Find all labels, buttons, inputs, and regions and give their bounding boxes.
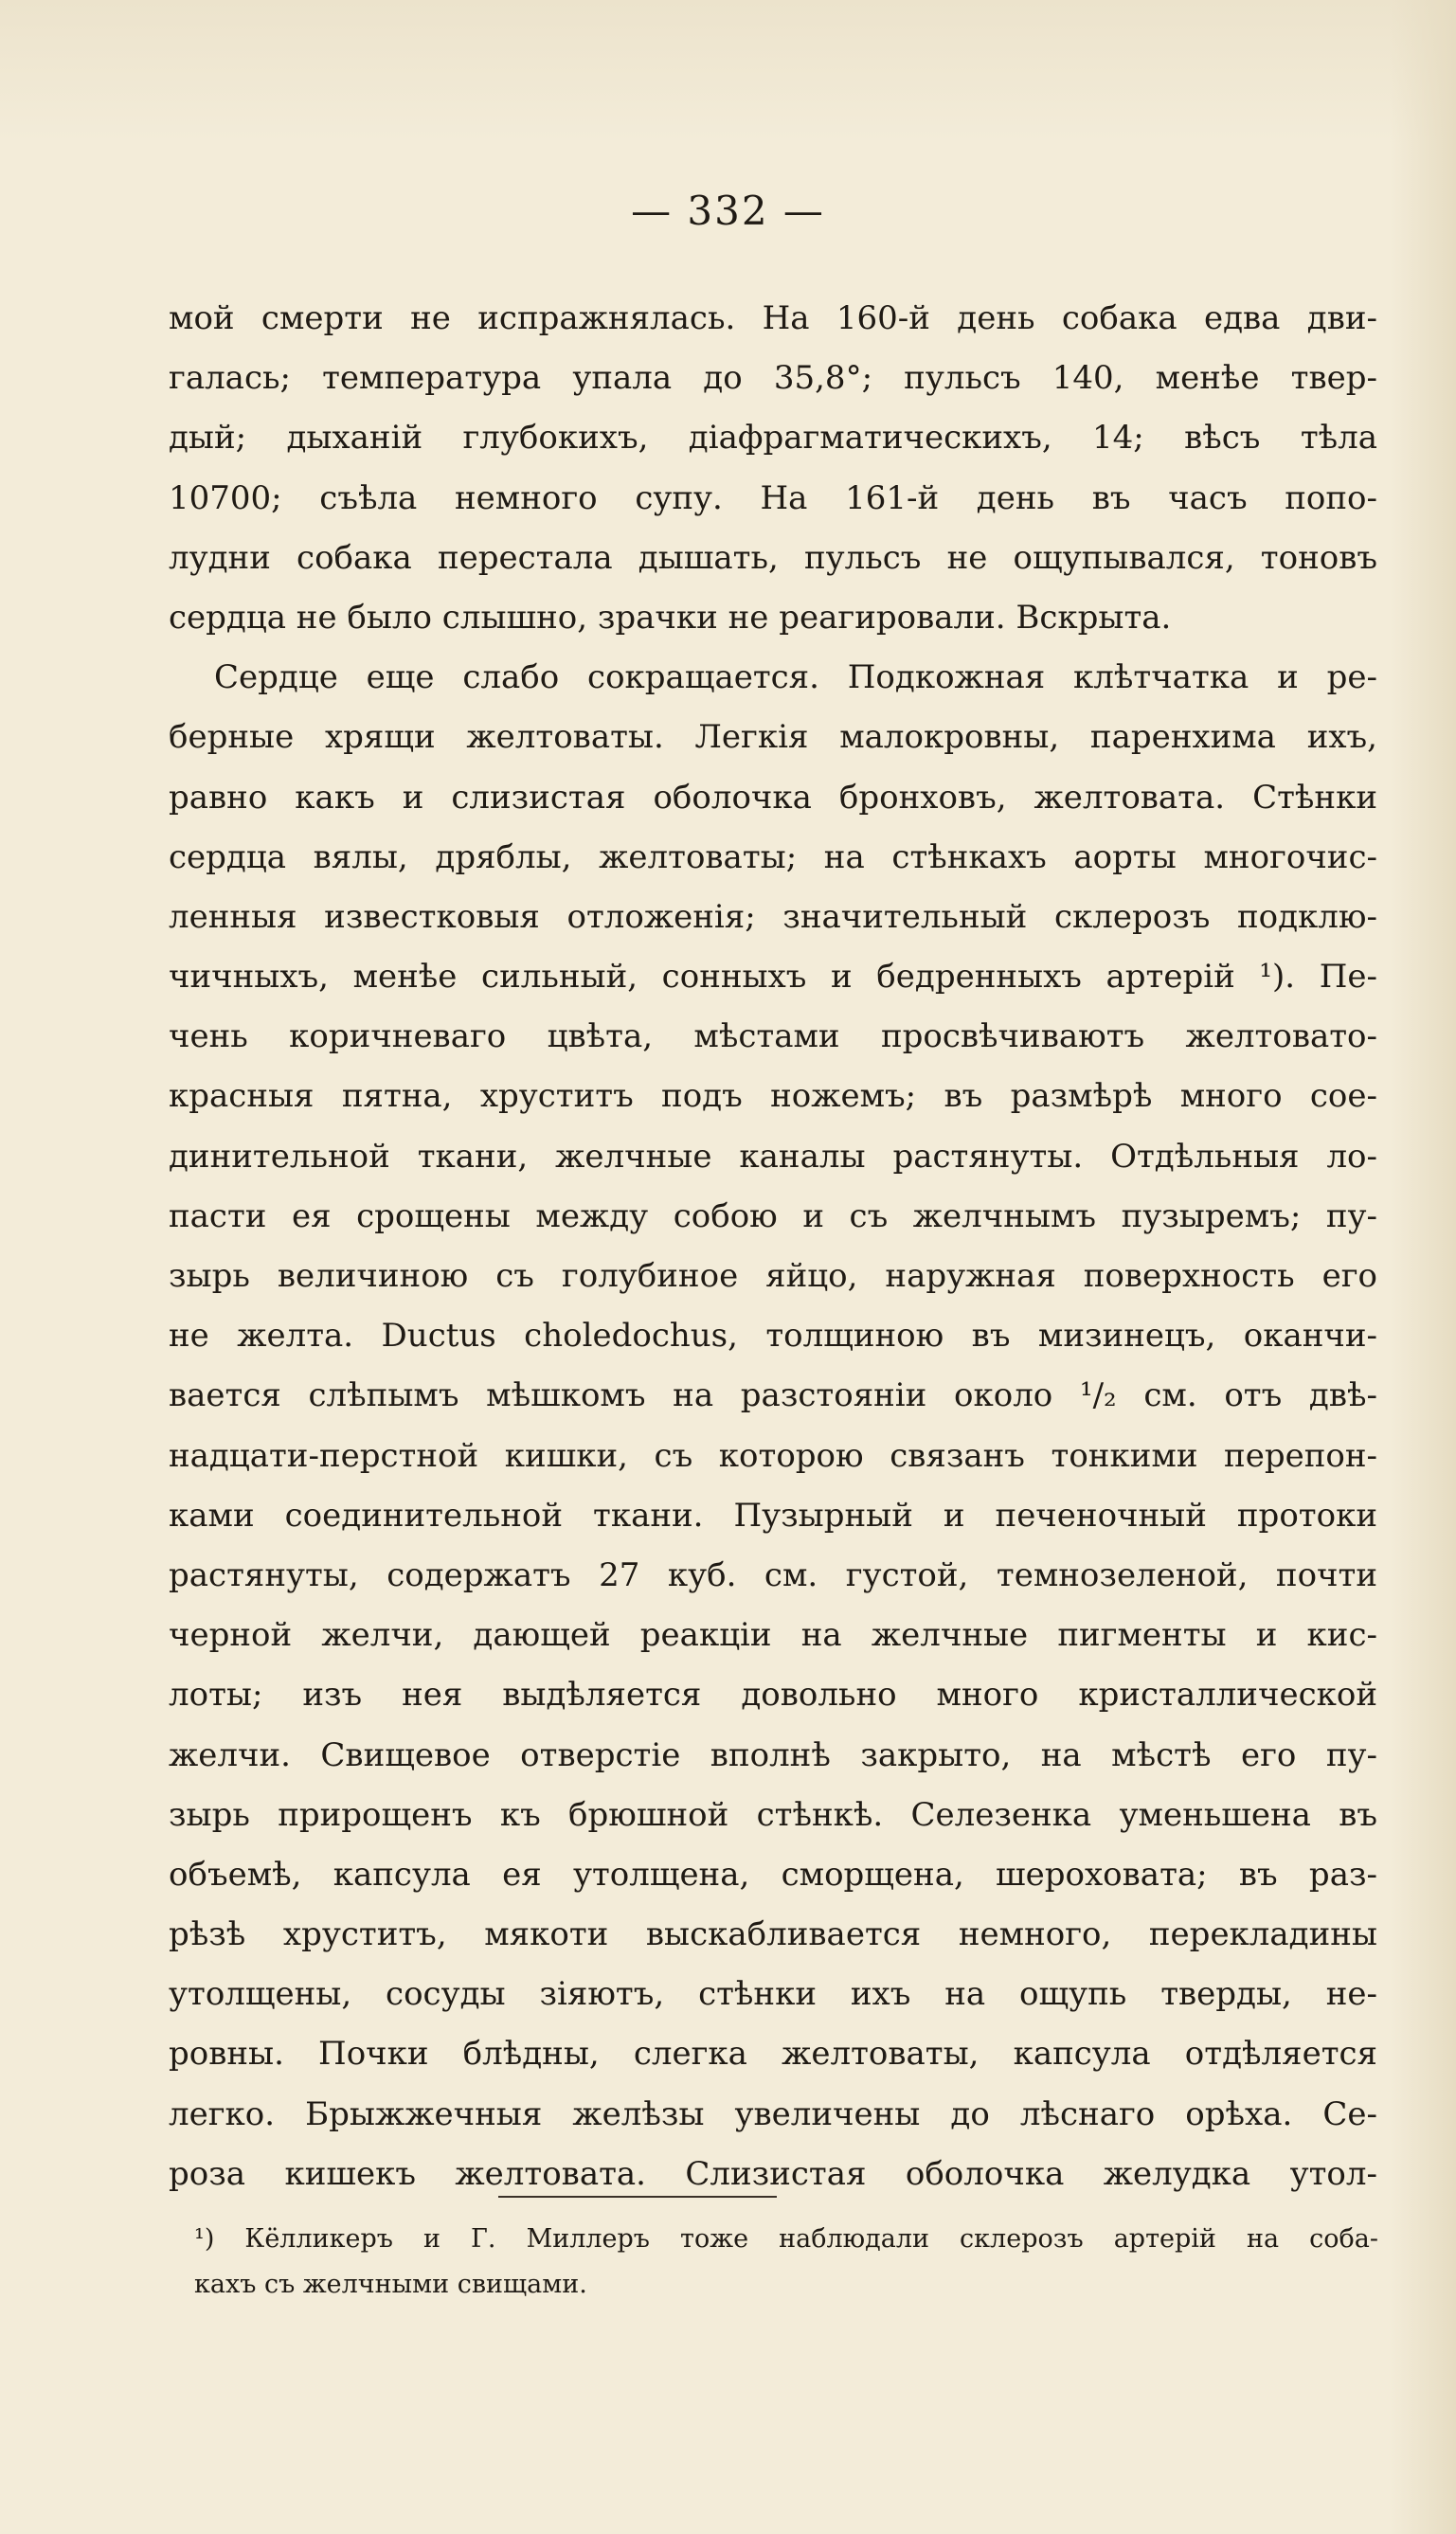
- text-line: объемѣ, капсула ея утолщена, сморщена, шероховата; въ раз-: [169, 1855, 1377, 1894]
- text-line: 10700; съѣла немного супу. На 161-й день въ часъ попо-: [169, 478, 1377, 517]
- text-line: галась; температура упала до 35,8°; пульсъ 140, менѣе твер-: [169, 359, 1377, 398]
- footnotes: [194, 2217, 1378, 2308]
- text-line: черной желчи, дающей реакціи на желчные пигменты и кис-: [169, 1616, 1377, 1655]
- text-line: рѣзѣ хруститъ, мякоти выскабливается немного, перекладины: [169, 1915, 1377, 1954]
- footnote-divider: [498, 2196, 777, 2198]
- text-line: утолщены, сосуды зіяютъ, стѣнки ихъ на ощупь тверды, не-: [169, 1975, 1377, 2014]
- text-line: ленныя известковыя отложенія; значительный склерозъ подклю-: [169, 897, 1377, 936]
- text-line: берные хрящи желтоваты. Легкія малокровны, паренхима ихъ,: [169, 718, 1377, 757]
- text-line: сердца не было слышно, зрачки не реагировали. Вскрыта.: [169, 598, 1172, 637]
- text-line: не желта. Ductus choledochus, толщиною въ мизинецъ, оканчи-: [169, 1317, 1377, 1356]
- text-line: надцати-перстной кишки, съ которою связанъ тонкими перепон-: [169, 1436, 1377, 1475]
- text-line: зырь прирощенъ къ брюшной стѣнкѣ. Селезенка уменьшена въ: [169, 1795, 1377, 1834]
- footnote-line: кахъ съ желчными свищами.: [194, 2270, 587, 2299]
- text-line: мой смерти не испражнялась. На 160-й день собака едва дви-: [169, 299, 1377, 337]
- body-text: [169, 289, 1377, 2204]
- text-line: чень коричневаго цвѣта, мѣстами просвѣчиваютъ желтовато-: [169, 1017, 1377, 1056]
- text-line: пасти ея срощены между собою и съ желчнымъ пузыремъ; пу-: [169, 1196, 1377, 1235]
- text-line: чичныхъ, менѣе сильный, сонныхъ и бедренныхъ артерій ¹). Пе-: [169, 958, 1377, 997]
- text-line: равно какъ и слизистая оболочка бронховъ, желтовата. Стѣнки: [169, 778, 1377, 817]
- text-line: вается слѣпымъ мѣшкомъ на разстояніи около ¹/₂ см. отъ двѣ-: [169, 1376, 1377, 1415]
- text-line: лудни собака перестала дышать, пульсъ не ощупывался, тоновъ: [169, 538, 1377, 577]
- text-line: Сердце еще слабо сокращается. Подкожная клѣтчатка и ре-: [214, 658, 1377, 697]
- text-line: зырь величиною съ голубиное яйцо, наружная поверхность его: [169, 1257, 1377, 1295]
- text-line: красныя пятна, хруститъ подъ ножемъ; въ размѣрѣ много сое-: [169, 1077, 1377, 1116]
- text-line: динительной ткани, желчные каналы растянуты. Отдѣльныя ло-: [169, 1137, 1377, 1176]
- text-line: легко. Брыжжечныя желѣзы увеличены до лѣснаго орѣха. Се-: [169, 2094, 1377, 2133]
- page-number: — 332 —: [631, 188, 825, 234]
- footnote-line: ¹) Кёлликеръ и Г. Миллеръ тоже наблюдали склерозъ артерій на соба-: [194, 2224, 1378, 2254]
- page-shadow-top: [0, 0, 1456, 142]
- text-line: желчи. Свищевое отверстіе вполнѣ закрыто, на мѣстѣ его пу-: [169, 1735, 1377, 1774]
- text-line: дый; дыханій глубокихъ, діафрагматическихъ, 14; вѣсъ тѣла: [169, 419, 1377, 458]
- text-line: ками соединительной ткани. Пузырный и печеночный протоки: [169, 1496, 1377, 1535]
- text-line: ровны. Почки блѣдны, слегка желтоваты, капсула отдѣляется: [169, 2035, 1377, 2074]
- text-line: растянуты, содержатъ 27 куб. см. густой, темнозеленой, почти: [169, 1555, 1377, 1594]
- text-line: роза кишекъ желтовата. Слизистая оболочка желудка утол-: [169, 2154, 1377, 2193]
- text-line: лоты; изъ нея выдѣляется довольно много кристаллической: [169, 1676, 1377, 1715]
- text-line: сердца вялы, дряблы, желтоваты; на стѣнкахъ аорты многочис-: [169, 837, 1377, 876]
- page-shadow-right: [1390, 0, 1456, 2534]
